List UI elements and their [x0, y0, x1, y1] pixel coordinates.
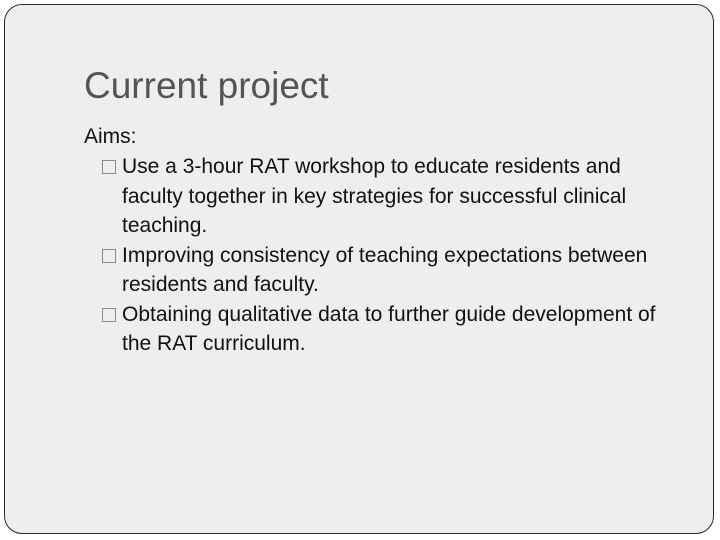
aim-text: Improving consistency of teaching expectations between residents and faculty. — [122, 243, 648, 296]
slide-body — [84, 122, 684, 359]
aims-heading: Aims: — [84, 125, 137, 148]
aim-item — [84, 241, 684, 300]
slide-title: Current project — [84, 65, 329, 106]
aim-item — [84, 152, 684, 241]
aim-item — [84, 300, 684, 359]
square-bullet-icon — [102, 160, 116, 174]
aims-list — [84, 152, 684, 359]
aim-text: Obtaining qualitative data to further guide development of the RAT curriculum. — [122, 302, 656, 355]
slide-frame — [4, 4, 714, 534]
aim-text: Use a 3-hour RAT workshop to educate residents and faculty together in key strategies for successful clinical teaching. — [122, 155, 627, 237]
square-bullet-icon — [102, 249, 116, 263]
square-bullet-icon — [102, 308, 116, 322]
